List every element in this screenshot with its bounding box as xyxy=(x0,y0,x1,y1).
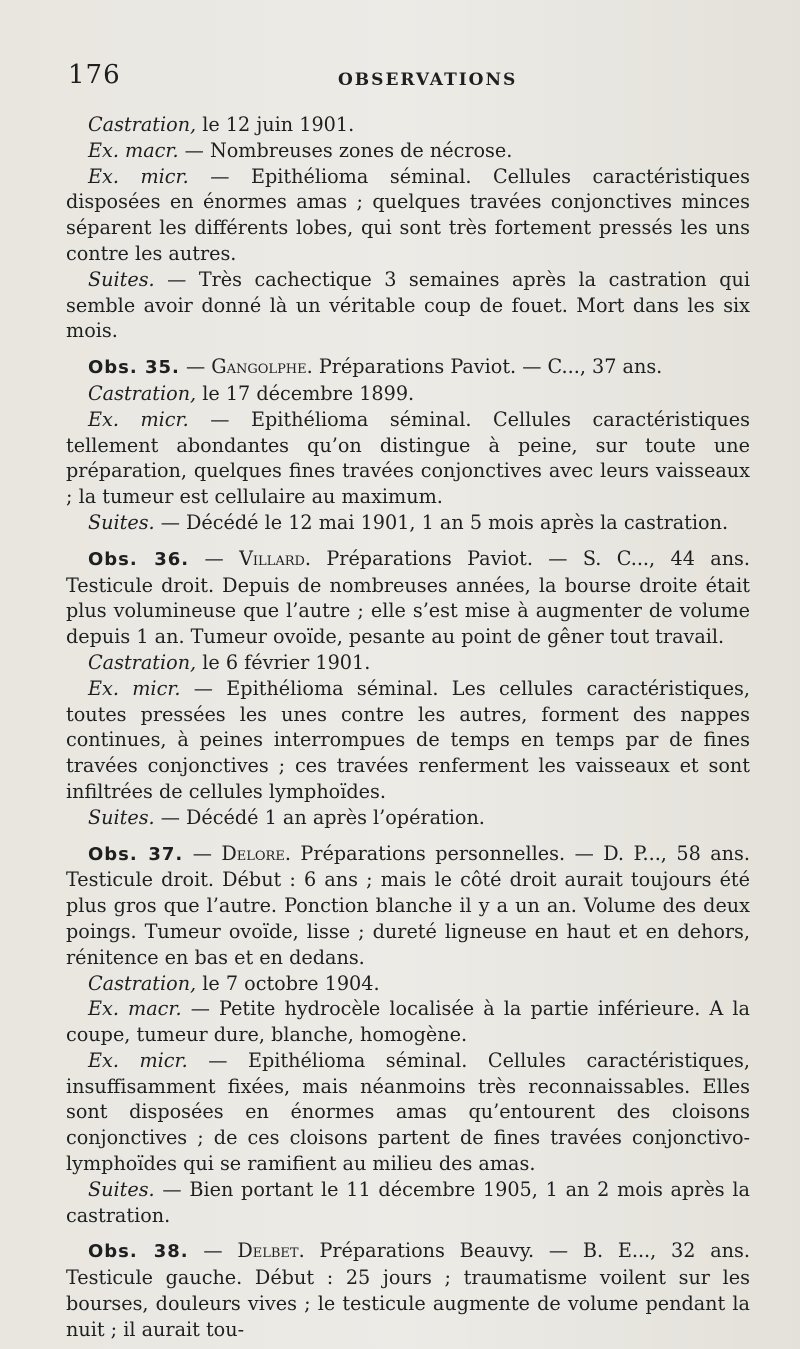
paragraph: Ex. macr. — Nombreuses zones de nécrose. xyxy=(88,138,513,162)
paragraph: Suites. — Très cachectique 3 semaines après la castration qui semble avoir donné là un véritable coup de fouet. Mort dans les six mois. xyxy=(66,267,750,343)
observation-38: Obs. 38. — Delbet. Préparations Beauvy. — B. E..., 32 ans. Testicule gauche. Début : 25 jours ; traumatisme voilent sur les bourses, douleurs vives ; le testicule augmente de volume pendant la nuit ; il aurait tou- xyxy=(66,1239,750,1341)
paragraph: Ex. macr. — Petite hydrocèle localisée à la partie inférieure. A la coupe, tumeur dure, blanche, homogène. xyxy=(66,997,750,1047)
paragraph: Castration, le 12 juin 1901. xyxy=(88,113,355,136)
observation-37: Obs. 37. — Delore. Préparations personnelles. — D. P..., 58 ans. Testicule droit. Début : 6 ans ; mais le côté droit aurait toujours été plus gros que l’autre. Ponction blanche il y a un an. Volume des deux poings. Tumeur ovoïde, lisse ; dureté ligneuse en haut et en dehors, rénitence en bas et en dedans. xyxy=(66,841,750,969)
author-name: Villard xyxy=(239,546,305,570)
paragraph: Ex. micr. — Epithélioma séminal. Cellules caractéristiques, insuffisamment fixées, mais néanmoins très reconnaissables. Elles sont disposées en énormes amas qu’entourent des cloisons conjonctives ; de ces cloisons partent de fines travées conjonctivo-lymphoïdes qui se ramifient au milieu des amas. xyxy=(66,1048,750,1176)
paragraph: Ex. micr. — Epithélioma séminal. Cellules caractéristiques tellement abondantes qu’on distingue à peine, sur toute une préparation, quelques fines travées conjonctives avec leurs vaisseaux ; la tumeur est cellulaire au maximum. xyxy=(66,407,750,509)
observation-number: Obs. 38. xyxy=(88,1241,189,1263)
observation-number: Obs. 35. xyxy=(88,357,180,379)
paragraph: Suites. — Décédé le 12 mai 1901, 1 an 5 mois après la castration. xyxy=(88,510,729,534)
paragraph: Castration, le 17 décembre 1899. xyxy=(88,381,415,405)
body-text xyxy=(66,112,750,1343)
observation-number: Obs. 37. xyxy=(88,843,184,865)
author-name: Delbet xyxy=(237,1239,299,1263)
running-title: OBSERVATIONS xyxy=(338,70,518,90)
paragraph: Suites. — Bien portant le 11 décembre 1905, 1 an 2 mois après la castration. xyxy=(66,1177,750,1227)
page-header xyxy=(68,60,758,100)
observation-number: Obs. 36. xyxy=(88,548,190,570)
paragraph: Castration, le 6 février 1901. xyxy=(88,650,371,674)
author-name: Delore xyxy=(221,841,285,865)
author-name: Gangolphe xyxy=(211,355,307,379)
page-number: 176 xyxy=(68,60,121,90)
observation-35: Obs. 35. — Gangolphe. Préparations Paviot. — C..., 37 ans. xyxy=(88,355,663,379)
observation-36: Obs. 36. — Villard. Préparations Paviot. — S. C..., 44 ans. Testicule droit. Depuis de nombreuses années, la bourse droite était plus volumineuse que l’autre ; elle s’est mise à augmenter de volume depuis 1 an. Tumeur ovoïde, pesante au point de gêner tout travail. xyxy=(66,546,750,649)
paragraph: Ex. micr. — Epithélioma séminal. Les cellules caractéristiques, toutes pressées les unes contre les autres, forment des nappes continues, à peines interrompues de temps en temps par de fines travées conjonctives ; ces travées renferment les vaisseaux et sont infiltrées de cellules lymphoïdes. xyxy=(66,676,750,803)
paragraph: Castration, le 7 octobre 1904. xyxy=(88,971,380,995)
paragraph: Suites. — Décédé 1 an après l’opération. xyxy=(88,805,485,829)
paragraph: Ex. micr. — Epithélioma séminal. Cellules caractéristiques disposées en énormes amas ; quelques travées conjonctives minces séparent les différents lobes, qui sont très fortement pressés les uns contre les autres. xyxy=(66,164,750,265)
